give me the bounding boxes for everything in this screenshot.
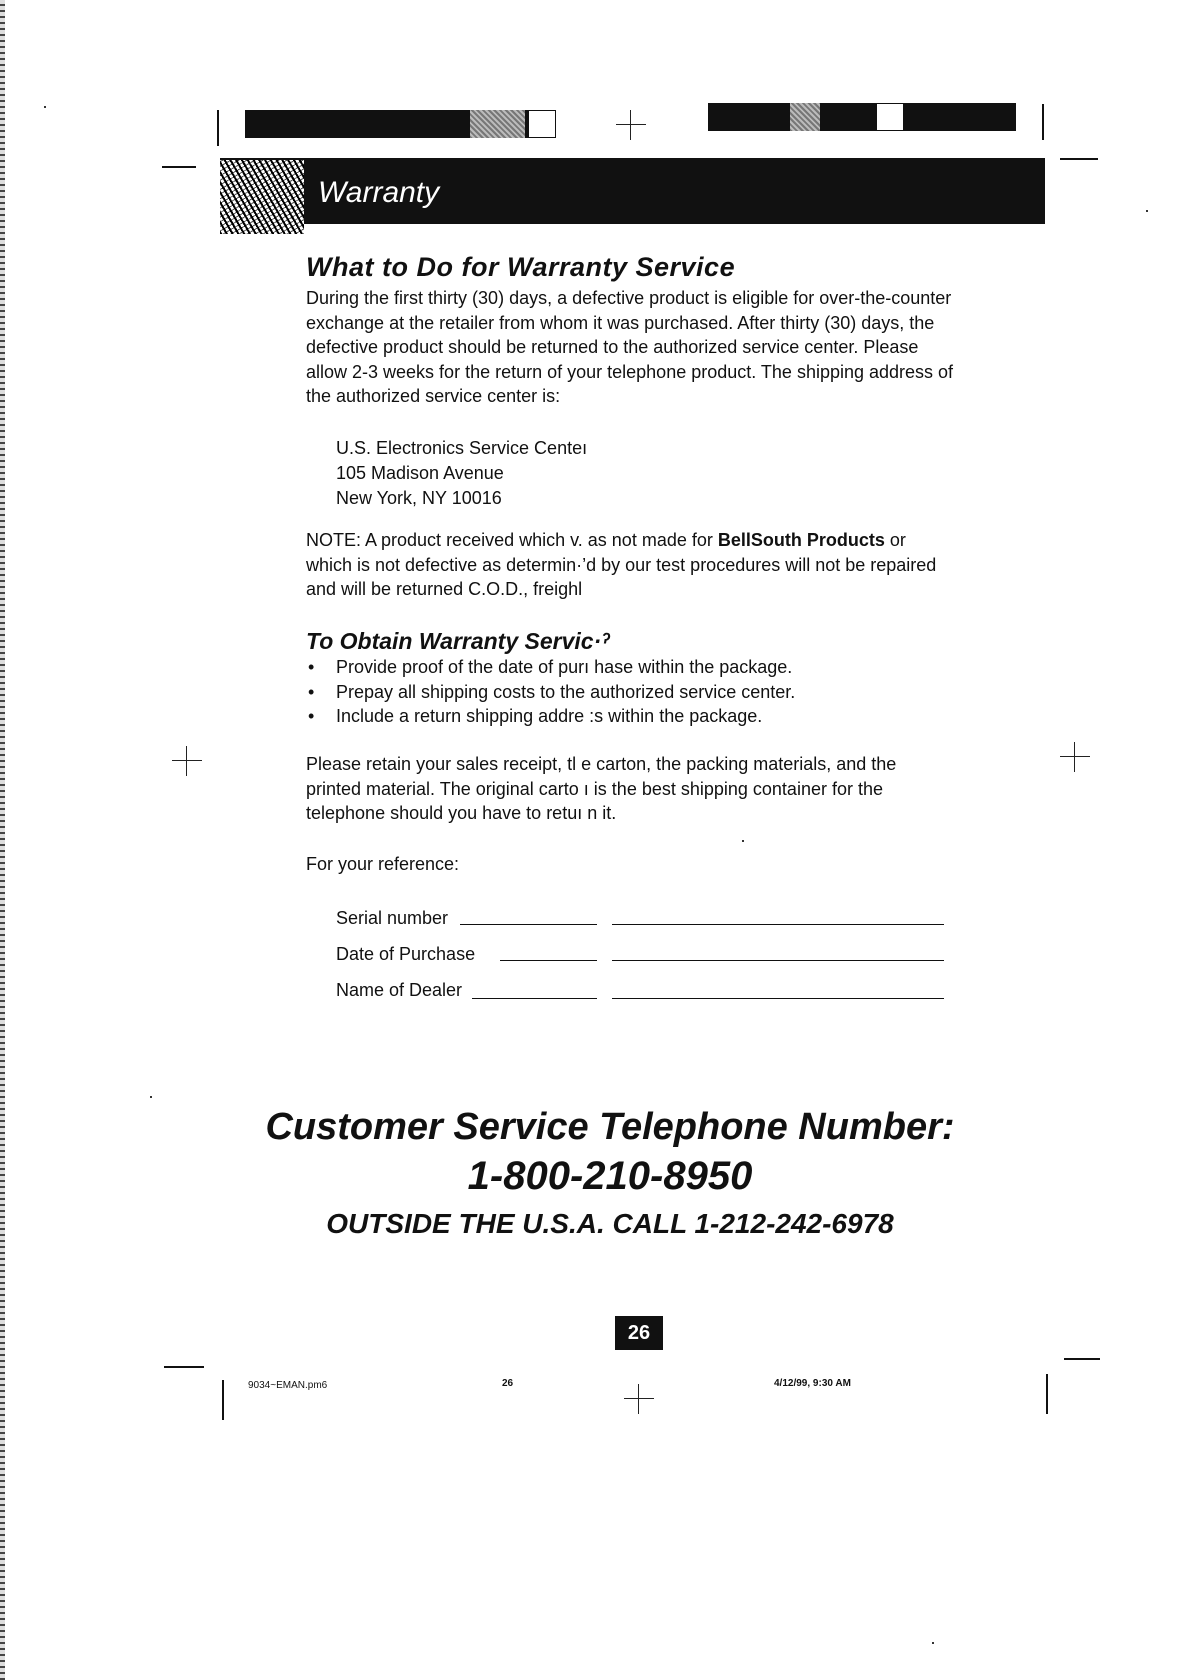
banner-pattern	[220, 160, 304, 234]
address-line: 105 Madison Avenue	[336, 463, 504, 483]
customer-service-phone: 1-800-210-8950	[467, 1154, 753, 1198]
footer-timestamp: 4/12/99, 9:30 AM	[774, 1378, 851, 1389]
name-of-dealer-label: Name of Dealer	[336, 980, 463, 1000]
crop-mark	[222, 1380, 224, 1420]
color-bar-swatch	[528, 110, 556, 138]
scan-speck	[742, 840, 744, 842]
text-line: and will be returned C.O.D., freighl	[306, 579, 583, 599]
crop-mark	[1042, 104, 1044, 140]
color-bar-swatch	[790, 103, 820, 131]
serial-number-field-extra[interactable]	[612, 924, 944, 925]
text-line: telephone should you have to retuı n it.	[306, 803, 617, 823]
page-number-badge: 26	[615, 1316, 663, 1350]
date-of-purchase-field[interactable]	[500, 960, 597, 961]
address-line: U.S. Electronics Service Centeı	[336, 438, 588, 458]
scan-speck	[150, 1096, 152, 1098]
scan-speck	[932, 1642, 934, 1644]
scan-speck	[1146, 210, 1148, 212]
intro-paragraph	[306, 286, 1006, 409]
address-line: New York, NY 10016	[336, 488, 502, 508]
bullet-icon: •	[308, 706, 315, 726]
name-of-dealer-field[interactable]	[472, 998, 597, 999]
color-bar-swatch	[876, 103, 904, 131]
footer-page-ref: 26	[502, 1378, 514, 1389]
note-suffix: or	[884, 530, 906, 550]
crop-mark	[217, 110, 219, 146]
subheading: To Obtain Warranty Servic·ˀ	[306, 628, 610, 654]
customer-service-title: Customer Service Telephone Number:	[265, 1106, 955, 1148]
date-of-purchase-field-extra[interactable]	[612, 960, 944, 961]
text-line: which is not defective as determin·’d by our test procedures will not be repaired	[306, 554, 937, 575]
text-line	[306, 528, 1006, 553]
list-item-text: Prepay all shipping costs to thе authorized service center.	[336, 681, 796, 702]
text-line: exchange at the retailer from whom it was purchased. After thirty (30) days, the	[306, 312, 935, 333]
list-item-text: Provide proof of the date of purı hase within the package.	[336, 657, 793, 677]
color-bar-swatch	[470, 110, 525, 138]
text-line: the authorized service center is:	[306, 386, 561, 406]
list-item	[306, 682, 795, 707]
service-center-address	[336, 436, 587, 511]
name-of-dealer-field-extra[interactable]	[612, 998, 944, 999]
serial-number-label: Serial number	[336, 908, 449, 928]
scan-edge	[0, 0, 5, 1680]
page-heading: What to Do for Warranty Service	[306, 252, 736, 282]
text-line: During the first thirty (30) days, a defective product is eligible for over-the-counter	[306, 288, 952, 308]
crop-mark	[1060, 158, 1098, 160]
text-line: allow 2-3 weeks for the return of your telephone product. The shipping address of	[306, 361, 954, 382]
note-prefix: NOTE: A product received which v. as not made for	[306, 530, 718, 550]
list-item	[306, 706, 795, 731]
bullet-list	[306, 657, 795, 731]
registration-mark-icon	[616, 110, 646, 140]
color-bar-right	[708, 103, 1016, 131]
international-phone: OUTSIDE THE U.S.A. CALL 1-212-242-6978	[326, 1208, 894, 1239]
registration-mark-icon	[1060, 742, 1090, 772]
bullet-icon: •	[308, 657, 315, 677]
serial-number-field[interactable]	[460, 924, 597, 925]
scan-speck	[44, 106, 46, 108]
section-title: Warranty	[318, 176, 440, 209]
registration-mark-icon	[624, 1384, 654, 1414]
text-line: printed material. The original carto ı is the best shipping container for the	[306, 778, 883, 799]
crop-mark	[164, 1366, 204, 1368]
note-paragraph	[306, 528, 1006, 602]
brand-name: BellSouth Products	[717, 530, 885, 550]
date-of-purchase-label: Date of Purchase	[336, 944, 476, 964]
retain-paragraph	[306, 752, 1006, 826]
registration-mark-icon	[172, 746, 202, 776]
bullet-icon: •	[308, 681, 315, 702]
text-line: defective product should be returned to the authorized service center. Please	[306, 337, 919, 357]
list-item	[306, 657, 795, 682]
footer-filename: 9034~EMAN.pm6	[248, 1380, 328, 1391]
crop-mark	[1046, 1374, 1048, 1414]
text-line: Please retain your sales receipt, tl e carton, the packing materials, and the	[306, 754, 897, 774]
list-item-text: Include a return shipping addre :s within the package.	[336, 706, 763, 726]
reference-label: For your reference:	[306, 854, 460, 874]
crop-mark	[162, 166, 196, 168]
crop-mark	[1064, 1358, 1100, 1360]
